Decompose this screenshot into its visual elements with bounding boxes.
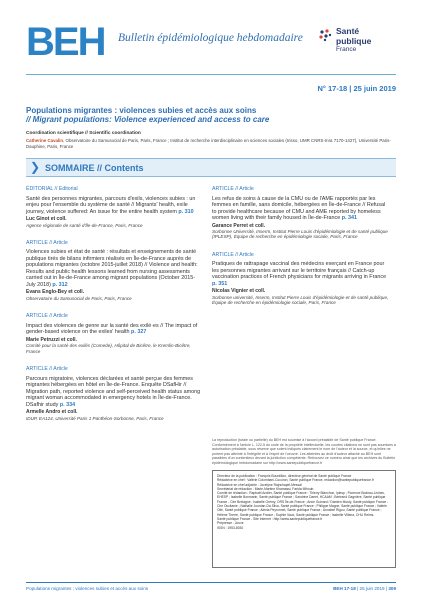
publication-line: Prépresse : Jouve — [217, 521, 244, 526]
toc-author: Garance Perret et coll. — [212, 222, 266, 229]
toc-body: Les refus de soins à cause de la CMU ou de l'AME rapportés par les femmes en famille, sans domicile, hébergées en Île-de-France // Refusal to provide healthcare because of CMU and AME reported by homeless women living with their family housed in Île-de-France p. 341 — [212, 195, 386, 221]
sante-publique-mark-icon — [318, 28, 332, 42]
footer-issue: BEH 17-18 | 25 juin 2019 | 309 — [333, 586, 396, 591]
toc-body: Santé des personnes migrantes, parcours d'exils, violences subies : un enjeu pour l'ensemble du système de santé // Migrants' health, exile journey, violence suffered: An issue for the entire health system p. 310 — [26, 195, 196, 215]
coordination-text — [26, 138, 394, 149]
toc-right-column — [212, 186, 390, 318]
toc-page[interactable]: p. 327 — [131, 329, 147, 336]
toc-affiliation: Agence régionale de santé d'Île-de-France, Paris, France — [26, 222, 143, 228]
toc-left-column — [26, 186, 204, 433]
issue-title-fr: Populations migrantes : violences subies et accès aux soins — [26, 106, 257, 115]
toc-section: ÉDITORIAL // Editorial — [26, 186, 78, 192]
toc-entry[interactable] — [212, 186, 390, 240]
toc-affiliation: Sorbonne université, Inserm, Institut Pierre Louis d'épidémiologie et de santé publique, Équipe de recherche en épidémiologie sociale, Paris, France — [212, 294, 389, 306]
toc-body: Impact des violences de genre sur la santé des exilé·es // The impact of gender-based violence on the exiles' health p. 327 — [26, 322, 198, 336]
publication-line: Rédactrice en chef : Valérie Colombani-Cocuron, Santé publique France, redaction@santepubliquefrance.fr — [217, 478, 374, 483]
chevron-right-icon: ❯ — [30, 160, 41, 174]
sommaire-title: SOMMAIRE // Contents — [45, 163, 144, 173]
toc-author: Marie Petruzzi et coll. — [26, 336, 77, 343]
publication-line: ISSN : 1953-8030 — [217, 525, 244, 530]
toc-page[interactable]: p. 312 — [52, 281, 68, 288]
publication-line: Comité de rédaction : Raphaël Andler, Santé publique France ; Thierry Blanchon, Iplesp ; Florence Bodeau-Livinec, EHESP ; Isabelle Bonmarin, Santé publique France ; Sandrine Danet, HCAAM ; Bertrand Gagnière, Santé publique France - Cire Bretagne ; Isabelle Grémy, ORS Île-de-France ; Anne Guinard / Damien Mouly, Santé publique France - Cire Occitanie ; Nathalie Jourdan-Da Silva, Santé publique France ; Philippe Magne, Santé publique France ; Valérie Olié, Santé publique France ; Alexia Peyronnet, Santé publique France ; Annabel Rigou, Santé publique France ; Hélène Therre, Santé publique France ; Sophie Vaux, Santé publique France ; Isabelle Villena, CHU Reims. — [217, 491, 389, 517]
toc-author: Luc Ginot et coll. — [26, 216, 67, 222]
toc-affiliation: IDUP, EA124, Université Paris 1 Panthéon-Sorbonne, Paris, France — [26, 415, 164, 421]
footer-divider — [26, 582, 396, 583]
sante-logo-country: France — [336, 46, 357, 53]
toc-section: ARTICLE // Article — [26, 239, 68, 246]
toc-entry[interactable] — [212, 252, 390, 306]
beh-logo-text: BEH — [26, 20, 105, 64]
toc-section: ARTICLE // Article — [212, 186, 254, 192]
toc-body: Parcours migratoire, violences déclarées et santé perçue des femmes migrantes hébergées en hôtel en Île-de-France. Enquête DSafHir // Migration path, reported violence and self-perceived health status among migrant woman accommodated in emergency hotels in Île-de-France. DSafhir study p. 334 — [26, 375, 201, 408]
toc-entry[interactable] — [26, 366, 204, 421]
toc-section: ARTICLE // Article — [212, 251, 254, 258]
beh-logo — [26, 18, 104, 62]
sante-publique-logo — [318, 24, 398, 68]
toc-entry[interactable] — [26, 240, 204, 301]
toc-affiliation: Observatoire du Samusocial de Paris, Paris, France — [26, 295, 132, 301]
publication-line: Santé publique France - Site Internet : http://www.santepubliquefrance.fr — [217, 516, 323, 521]
page-number: 309 — [388, 586, 396, 591]
header-divider — [26, 74, 396, 75]
toc-body: Violences subies et état de santé : résultats et enseignements de santé publique tirés de bilans infirmiers réalisés en Île-de-France auprès de populations migrantes (octobre 2015-juillet 2018) // Violence and health: Results and public health lessons learned from nursing assessments carried out in Île-de-France among migrant populations (October 2015-July 2018) p. 312 — [26, 249, 198, 288]
toc-entry[interactable] — [26, 313, 204, 354]
bulletin-title: Bulletin épidémiologique hebdomadaire — [118, 32, 303, 44]
issue-title-en: // Migrant populations: Violence experienced and access to care — [26, 115, 270, 124]
toc-author: Nicolas Vignier et coll. — [212, 288, 266, 295]
toc-section: ARTICLE // Article — [26, 366, 68, 373]
toc-page[interactable]: p. 341 — [341, 215, 358, 221]
copyright-notice: La reproduction (totale ou partielle) du BEH est soumise à l'accord préalable de Santé publique France. Conformément à l'article L. 122-5 du code de la propriété intellectuelle, les courtes citations ne sont pas soumises à autorisation préalable, sous réserve que soient indiqués clairement le nom de l'auteur et la source, et qu'elles ne portent pas atteinte à l'intégrité et à l'esprit de l'oeuvre. Les atteintes au droit d'auteur attaché au BEH sont passibles d'un contentieux devant la juridiction compétente. Retrouvez ce numéro ainsi que les archives du Bulletin épidémiologique hebdomadaire sur http://www.santepubliquefrance.fr — [212, 438, 396, 465]
toc-affiliation: Sorbonne Université, Inserm, Institut Pierre Louis d'épidémiologie et de santé publique (IPLESP), Équipe de recherche en épidémiologie sociale, Paris, France — [212, 229, 388, 240]
toc-page[interactable]: p. 351 — [212, 280, 228, 287]
toc-page[interactable]: p. 334 — [59, 401, 76, 408]
coordinator-name: Catherine Cavalin — [26, 138, 64, 143]
toc-section: ARTICLE // Article — [26, 313, 68, 320]
footer-title: Populations migrantes : violences subies et accès aux soins — [26, 586, 149, 591]
toc-entry[interactable] — [26, 186, 204, 228]
publication-line: Secrétariat de rédaction : Marie-Martine Khamassi, Farida Mihoub — [217, 486, 314, 491]
toc-affiliation: Comité pour la santé des exilés (Comede), Hôpital de Bicêtre, le Kremlin-Bicêtre, France — [26, 343, 191, 354]
publication-info-box — [212, 470, 396, 568]
toc-author: Armelle Andro et coll. — [26, 409, 78, 416]
publication-line: Directeur de la publication : François Bourdillon, directeur général de Santé publique France — [217, 474, 352, 478]
toc-author: Evans Englo-Bey et coll. — [26, 289, 85, 296]
toc-body: Pratiques de rattrapage vaccinal des médecins exerçant en France pour les personnes migrantes arrivant sur le territoire français // Catch-up vaccination practices of French physicians for migrants arriving in France p. 351 — [212, 261, 387, 287]
toc-page[interactable]: p. 310 — [178, 208, 194, 215]
sante-logo-text: Santé publique — [336, 26, 372, 46]
issue-number: N° 17-18 | 25 juin 2019 — [317, 84, 396, 93]
coordinator-affiliation: , Observatoire du Samusocial de Paris, Paris, France ; Institut de recherche interdisciplinaire en sciences sociales (Irisso, UMR CNRS-Inra 7170-1427), Université Paris-Dauphine, Paris, France — [26, 138, 391, 149]
coordination-label: Coordination scientifique // Scientific coordination — [26, 131, 141, 136]
publication-line: Rédactrice en chef adjointe : Jocelyne Rajnchapel-Messaï — [217, 482, 302, 487]
